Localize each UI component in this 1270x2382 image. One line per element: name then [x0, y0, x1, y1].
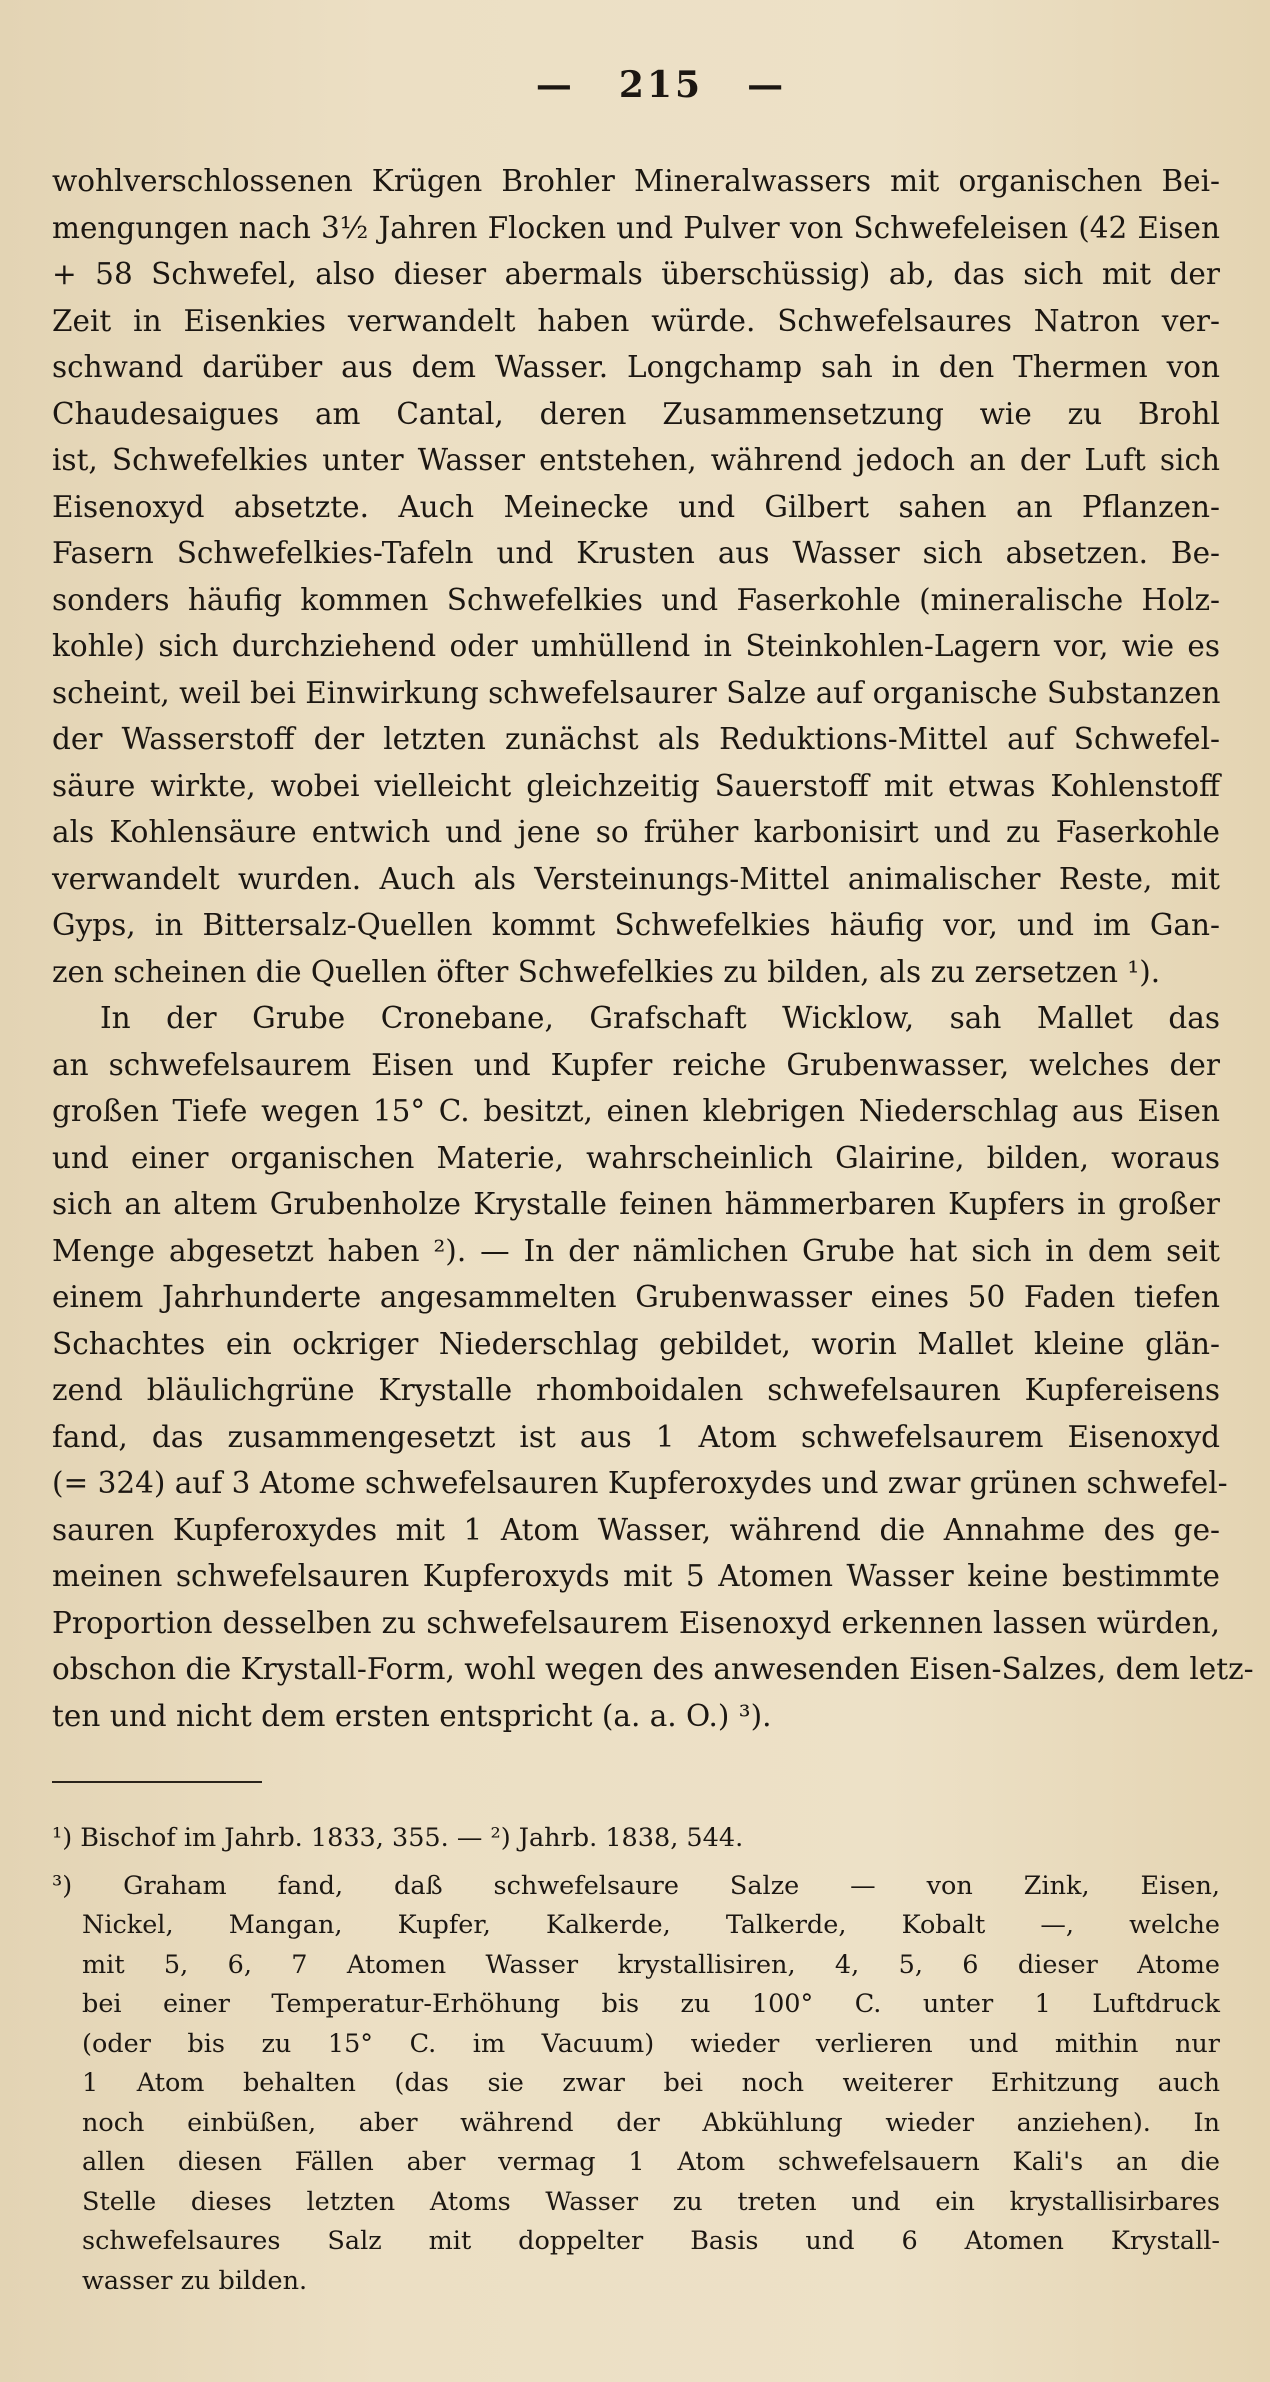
- footnote-line: mit 5, 6, 7 Atomen Wasser krystallisiren, 4, 5, 6 dieser Atome: [82, 1949, 1220, 1980]
- text-line: säure wirkte, wobei vielleicht gleichzeitig Sauerstoff mit etwas Kohlenstoff: [52, 768, 1220, 803]
- footnote-line: (oder bis zu 15° C. im Vacuum) wieder verlieren und mithin nur: [82, 2028, 1220, 2059]
- footnote-line: Nickel, Mangan, Kupfer, Kalkerde, Talkerde, Kobalt —, welche: [82, 1910, 1220, 1940]
- text-line: meinen schwefelsauren Kupferoxyds mit 5 Atomen Wasser keine bestimmte: [52, 1559, 1220, 1593]
- text-line: Schachtes ein ockriger Niederschlag gebildet, worin Mallet kleine glän-: [52, 1326, 1220, 1361]
- text-line: Fasern Schwefelkies-Tafeln und Krusten aus Wasser sich absetzen. Be-: [52, 536, 1220, 570]
- text-line: wohlverschlossenen Krügen Brohler Mineralwassers mit organischen Bei-: [52, 164, 1220, 198]
- text-line: Proportion desselben zu schwefelsaurem Eisenoxyd erkennen lassen würden,: [52, 1605, 1220, 1640]
- footnote-line: noch einbüßen, aber während der Abkühlung wieder anziehen). In: [82, 2107, 1220, 2138]
- footnote-line: allen diesen Fällen aber vermag 1 Atom schwefelsauern Kali's an die: [82, 2147, 1220, 2177]
- text-line: Chaudesaigues am Cantal, deren Zusammensetzung wie zu Brohl: [52, 396, 1220, 431]
- text-line: verwandelt wurden. Auch als Versteinungs-Mittel animalischer Reste, mit: [52, 861, 1220, 896]
- text-line: In der Grube Cronebane, Grafschaft Wicklow, sah Mallet das: [100, 1001, 1220, 1035]
- footnote-line: wasser zu bilden.: [82, 2265, 308, 2296]
- text-line: kohle) sich durchziehend oder umhüllend in Steinkohlen-Lagern vor, wie es: [52, 629, 1220, 663]
- text-line: + 58 Schwefel, also dieser abermals überschüssig) ab, das sich mit der: [52, 257, 1220, 291]
- footnote-line: 1 Atom behalten (das sie zwar bei noch weiterer Erhitzung auch: [82, 2068, 1220, 2098]
- footnote-line: bei einer Temperatur-Erhöhung bis zu 100° C. unter 1 Luftdruck: [82, 1989, 1220, 2019]
- text-line: großen Tiefe wegen 15° C. besitzt, einen klebrigen Niederschlag aus Eisen: [52, 1094, 1220, 1128]
- paragraph-1: [52, 158, 1220, 995]
- footnotes: [52, 1819, 1220, 2301]
- text-line: scheint, weil bei Einwirkung schwefelsaurer Salze auf organische Substanzen: [52, 675, 1221, 710]
- text-line: einem Jahrhunderte angesammelten Grubenwasser eines 50 Faden tiefen: [52, 1280, 1220, 1314]
- page-number: [52, 64, 1270, 106]
- page-number-dash-right: —: [747, 64, 787, 106]
- text-line: schwand darüber aus dem Wasser. Longchamp sah in den Thermen von: [52, 350, 1220, 384]
- text-line: und einer organischen Materie, wahrscheinlich Glairine, bilden, woraus: [52, 1140, 1220, 1175]
- text-line: der Wasserstoff der letzten zunächst als Reduktions-Mittel auf Schwefel-: [52, 722, 1220, 756]
- footnote-3: [52, 1867, 1220, 2302]
- text-line: (= 324) auf 3 Atome schwefelsauren Kupferoxydes und zwar grünen schwefel-: [52, 1466, 1228, 1500]
- text-line: obschon die Krystall-Form, wohl wegen des anwesenden Eisen-Salzes, dem letz-: [52, 1652, 1254, 1686]
- text-line: sonders häufig kommen Schwefelkies und Faserkohle (mineralische Holz-: [52, 582, 1220, 617]
- footnote-line: Stelle dieses letzten Atoms Wasser zu treten und ein krystallisirbares: [82, 2186, 1220, 2217]
- main-text: [52, 158, 1254, 1739]
- text-line: Zeit in Eisenkies verwandelt haben würde. Schwefelsaures Natron ver-: [52, 303, 1220, 338]
- text-line: Gyps, in Bittersalz-Quellen kommt Schwefelkies häufig vor, und im Gan-: [52, 908, 1220, 942]
- text-line: sauren Kupferoxydes mit 1 Atom Wasser, während die Annahme des ge-: [52, 1512, 1220, 1547]
- text-line: sich an altem Grubenholze Krystalle feinen hämmerbaren Kupfers in großer: [52, 1187, 1220, 1221]
- text-line: zen scheinen die Quellen öfter Schwefelkies zu bilden, als zu zersetzen ¹).: [52, 954, 1161, 989]
- text-line: an schwefelsaurem Eisen und Kupfer reiche Grubenwasser, welches der: [52, 1047, 1220, 1082]
- footnote-divider: [52, 1781, 262, 1783]
- text-line: als Kohlensäure entwich und jene so früher karbonisirt und zu Faserkohle: [52, 815, 1220, 849]
- text-line: mengungen nach 3½ Jahren Flocken und Pulver von Schwefeleisen (42 Eisen: [52, 210, 1220, 245]
- page-number-dash-left: —: [535, 64, 575, 106]
- text-line: Menge abgesetzt haben ²). — In der nämlichen Grube hat sich in dem seit: [52, 1233, 1220, 1268]
- footnote-line: schwefelsaures Salz mit doppelter Basis und 6 Atomen Krystall-: [82, 2226, 1220, 2256]
- footnote-1-2: ¹) Bischof im Jahrb. 1833, 355. — ²) Jahrb. 1838, 544.: [52, 1823, 744, 1853]
- page-number-value: 215: [618, 64, 704, 106]
- text-line: ten und nicht dem ersten entspricht (a. a. O.) ³).: [52, 1698, 772, 1733]
- text-line: Eisenoxyd absetzte. Auch Meinecke und Gilbert sahen an Pflanzen-: [52, 489, 1220, 524]
- text-line: fand, das zusammengesetzt ist aus 1 Atom schwefelsaurem Eisenoxyd: [52, 1419, 1220, 1454]
- footnote-line: ³) Graham fand, daß schwefelsaure Salze — von Zink, Eisen,: [52, 1870, 1220, 1901]
- paragraph-2: [52, 995, 1254, 1739]
- text-line: zend bläulichgrüne Krystalle rhomboidalen schwefelsauren Kupfereisens: [52, 1373, 1220, 1407]
- text-line: ist, Schwefelkies unter Wasser entstehen, während jedoch an der Luft sich: [52, 443, 1220, 477]
